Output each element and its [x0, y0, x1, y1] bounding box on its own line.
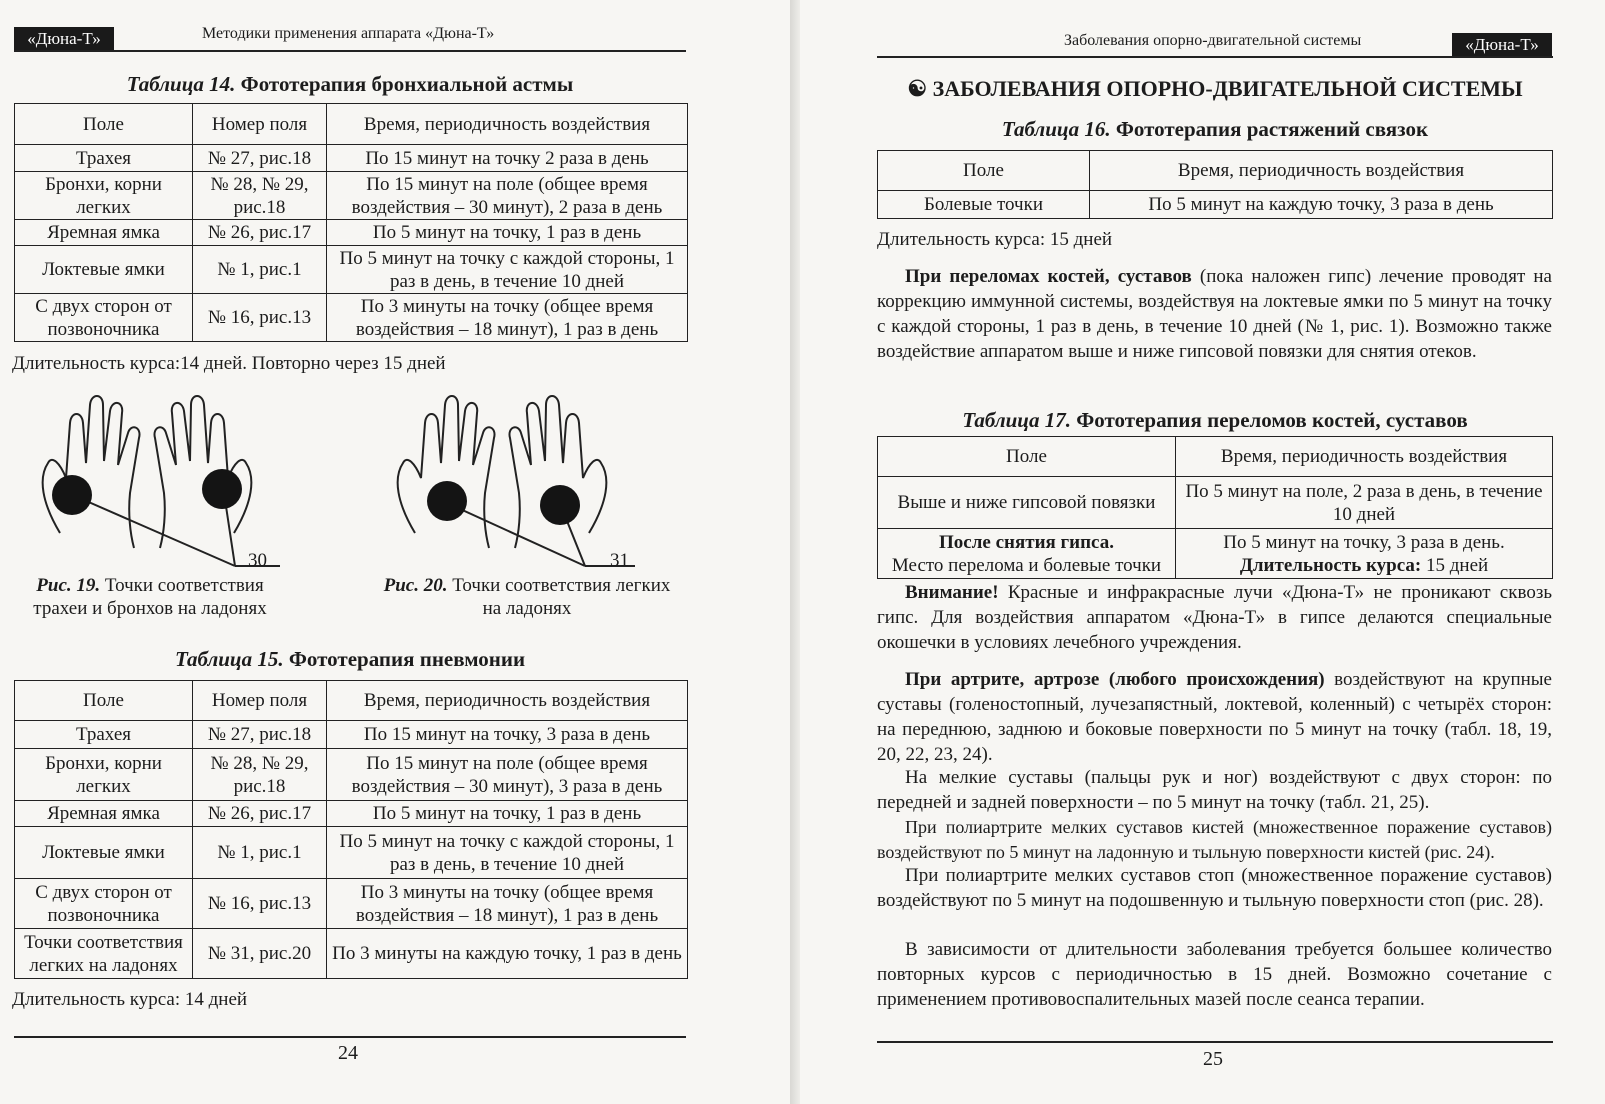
caption-label: Таблица 14.: [126, 72, 236, 96]
table-cell: По 15 минут на точку, 3 раза в день: [327, 721, 688, 749]
table-cell: Болевые точки: [878, 191, 1090, 219]
table-cell: Трахея: [15, 721, 193, 749]
paragraph-courses: В зависимости от длительности заболевания требуется большее количество повторных курсов с периодичностью в 15 дней. Возможно сочетание с применением противовоспалительных мазей после сеанса терапии.: [877, 939, 1552, 1010]
table-cell: № 16, рис.13: [193, 879, 327, 929]
fig20-number: 31: [610, 550, 629, 571]
table-cell: По 5 минут на точку, 1 раз в день: [327, 220, 688, 246]
table-cell: № 28, № 29, рис.18: [193, 749, 327, 801]
table-cell: № 1, рис.1: [193, 246, 327, 294]
table-cell: № 27, рис.18: [193, 145, 327, 172]
table15-course: Длительность курса: 14 дней: [12, 989, 248, 1010]
table16-caption: [877, 117, 1553, 142]
right-page: [800, 0, 1605, 1104]
left-page: [0, 0, 790, 1104]
fig20-caption: [368, 574, 686, 620]
caption-title: Фототерапия пневмонии: [288, 647, 526, 671]
caption-title: Фототерапия растяжений связок: [1115, 117, 1429, 141]
page-number: 25: [1203, 1048, 1223, 1070]
brand-badge: «Дюна-Т»: [1452, 33, 1552, 57]
footer-rule: [877, 1041, 1553, 1043]
fig19-label: Рис. 19.: [36, 575, 101, 596]
table17-caption: [877, 408, 1553, 433]
table16: [877, 150, 1553, 219]
paragraph-text: (пока наложен гипс) лечение проводят на коррекцию иммунной системы, воздействуя на локтевые ямки по 5 минут на точку с каждой стороны, 1 раз в день, в течение 10 дней (№ 1, рис. 1). Возможно также воздействие аппаратом выше и ниже гипсовой повязки для снятия отеков.: [877, 266, 1552, 362]
table-cell: [1176, 529, 1553, 579]
table-cell: Локтевые ямки: [15, 827, 193, 879]
palms-figure-19: [30, 383, 310, 578]
fig20-label: Рис. 20.: [383, 575, 448, 596]
paragraph-hands: При полиартрите мелких суставов кистей (множественное поражение суставов) воздействуют по 5 минут на ладонную и тыльную поверхности кистей (рис. 24).: [877, 817, 1552, 862]
fig19-text1: Точки соответствия: [104, 575, 264, 596]
table-cell: Бронхи, корни легких: [15, 749, 193, 801]
table-header: Время, периодичность воздействия: [1090, 151, 1553, 191]
table-cell: Локтевые ямки: [15, 246, 193, 294]
yin-yang-icon: ☯: [907, 76, 928, 101]
paragraph-bold: Внимание!: [905, 582, 999, 603]
paragraph-bold: При переломах костей, суставов: [905, 266, 1192, 287]
table-cell: По 3 минуты на точку (общее время воздействия – 18 минут), 1 раз в день: [327, 879, 688, 929]
cell-text: 15 дней: [1425, 554, 1489, 576]
cell-bold: Длительность курса:: [1239, 554, 1422, 576]
book-gutter: [790, 0, 800, 1104]
table17: [877, 436, 1553, 579]
caption-label: Таблица 15.: [174, 647, 284, 671]
paragraph-small-joints: На мелкие суставы (пальцы рук и ног) воздействуют с двух сторон: по передней и задней поверхности – по 5 минут на точку (табл. 21, 25).: [877, 767, 1552, 813]
paragraph-fractures: [877, 264, 1552, 364]
table-header: Номер поля: [193, 104, 327, 145]
running-head: Заболевания опорно-двигательной системы: [1064, 32, 1362, 49]
table-cell: По 15 минут на поле (общее время воздействия – 30 минут), 2 раза в день: [327, 172, 688, 220]
table-header: Время, периодичность воздействия: [327, 681, 688, 721]
table-cell: № 31, рис.20: [193, 929, 327, 979]
table15-caption: [14, 647, 686, 672]
fig19-caption: [16, 574, 284, 620]
cell-text: Место перелома и болевые точки: [891, 554, 1162, 576]
fig20-text1: Точки соответствия легких: [452, 575, 671, 596]
table-cell: Яремная ямка: [15, 801, 193, 827]
table-cell: По 5 минут на точку с каждой стороны, 1 раз в день, в течение 10 дней: [327, 827, 688, 879]
paragraph-bold: При артрите, артрозе (любого происхождения): [905, 669, 1325, 690]
table14: [14, 103, 688, 342]
table-cell: № 27, рис.18: [193, 721, 327, 749]
table-header: Время, периодичность воздействия: [1176, 437, 1553, 477]
caption-title: Фототерапия переломов костей, суставов: [1076, 408, 1468, 432]
footer-rule: [14, 1036, 686, 1038]
table-cell: С двух сторон от позвоночника: [15, 294, 193, 342]
cell-text: По 5 минут на точку, 3 раза в день.: [1223, 531, 1505, 553]
table-cell: № 1, рис.1: [193, 827, 327, 879]
table-cell: С двух сторон от позвоночника: [15, 879, 193, 929]
paragraph-text: воздействуют на крупные суставы (голеностопный, лучезапястный, локтевой, коленный) с четырёх сторон: на переднюю, заднюю и боковые поверхности по 5 минут на точку (табл. 18, 19, 20, 22, 23, 24).: [877, 669, 1552, 765]
table-cell: [878, 529, 1176, 579]
table16-course: Длительность курса: 15 дней: [877, 229, 1113, 250]
table-cell: № 26, рис.17: [193, 220, 327, 246]
table14-course: Длительность курса:14 дней. Повторно через 15 дней: [12, 353, 446, 374]
caption-label: Таблица 16.: [1001, 117, 1111, 141]
table-header: Поле: [15, 681, 193, 721]
fig19-number: 30: [248, 550, 267, 571]
caption-label: Таблица 17.: [962, 408, 1071, 432]
paragraph-arthritis: [877, 667, 1552, 767]
table-header: Время, периодичность воздействия: [327, 104, 688, 145]
paragraph-feet: При полиартрите мелких суставов стоп (множественное поражение суставов) воздействуют по 5 минут на подошвенную и тыльную поверхности стоп (рис. 28).: [877, 865, 1552, 911]
table-cell: Точки соответствия легких на ладонях: [15, 929, 193, 979]
table-cell: По 3 минуты на каждую точку, 1 раз в день: [327, 929, 688, 979]
table-cell: По 15 минут на поле (общее время воздействия – 30 минут), 3 раза в день: [327, 749, 688, 801]
header-rule: [877, 56, 1553, 58]
header-rule: [14, 50, 686, 52]
caption-title: Фототерапия бронхиальной астмы: [240, 72, 574, 96]
table-cell: № 26, рис.17: [193, 801, 327, 827]
table-header: Поле: [15, 104, 193, 145]
table-cell: По 5 минут на поле, 2 раза в день, в течение 10 дней: [1176, 477, 1553, 529]
section-title: [877, 76, 1553, 102]
table-cell: По 5 минут на точку, 1 раз в день: [327, 801, 688, 827]
table-cell: Выше и ниже гипсовой повязки: [878, 477, 1176, 529]
table-cell: № 16, рис.13: [193, 294, 327, 342]
table-cell: Яремная ямка: [15, 220, 193, 246]
table-cell: По 15 минут на точку 2 раза в день: [327, 145, 688, 172]
table-cell: № 28, № 29, рис.18: [193, 172, 327, 220]
table-cell: Бронхи, корни легких: [15, 172, 193, 220]
paragraph-text: Красные и инфракрасные лучи «Дюна-Т» не проникают сквозь гипс. Для воздействия аппаратом «Дюна-Т» в гипсе делаются специальные окошечки в условиях лечебного учреждения.: [877, 582, 1552, 653]
table-cell: По 5 минут на каждую точку, 3 раза в день: [1090, 191, 1553, 219]
table-header: Поле: [878, 437, 1176, 477]
table-header: Номер поля: [193, 681, 327, 721]
table-cell: По 3 минуты на точку (общее время воздействия – 18 минут), 1 раз в день: [327, 294, 688, 342]
table-cell: По 5 минут на точку с каждой стороны, 1 раз в день, в течение 10 дней: [327, 246, 688, 294]
table14-caption: [14, 72, 686, 97]
table15: [14, 680, 688, 979]
page-number: 24: [338, 1042, 358, 1064]
fig19-text2: трахеи и бронхов на ладонях: [33, 598, 267, 619]
paragraph-attention: [877, 580, 1552, 655]
running-head: Методики применения аппарата «Дюна-Т»: [202, 25, 495, 42]
cell-bold: После снятия гипса.: [939, 531, 1114, 553]
brand-badge: «Дюна-Т»: [14, 27, 114, 51]
table-header: Поле: [878, 151, 1090, 191]
fig20-text2: на ладонях: [482, 598, 572, 619]
table-cell: Трахея: [15, 145, 193, 172]
section-title-text: ЗАБОЛЕВАНИЯ ОПОРНО-ДВИГАТЕЛЬНОЙ СИСТЕМЫ: [932, 76, 1523, 101]
